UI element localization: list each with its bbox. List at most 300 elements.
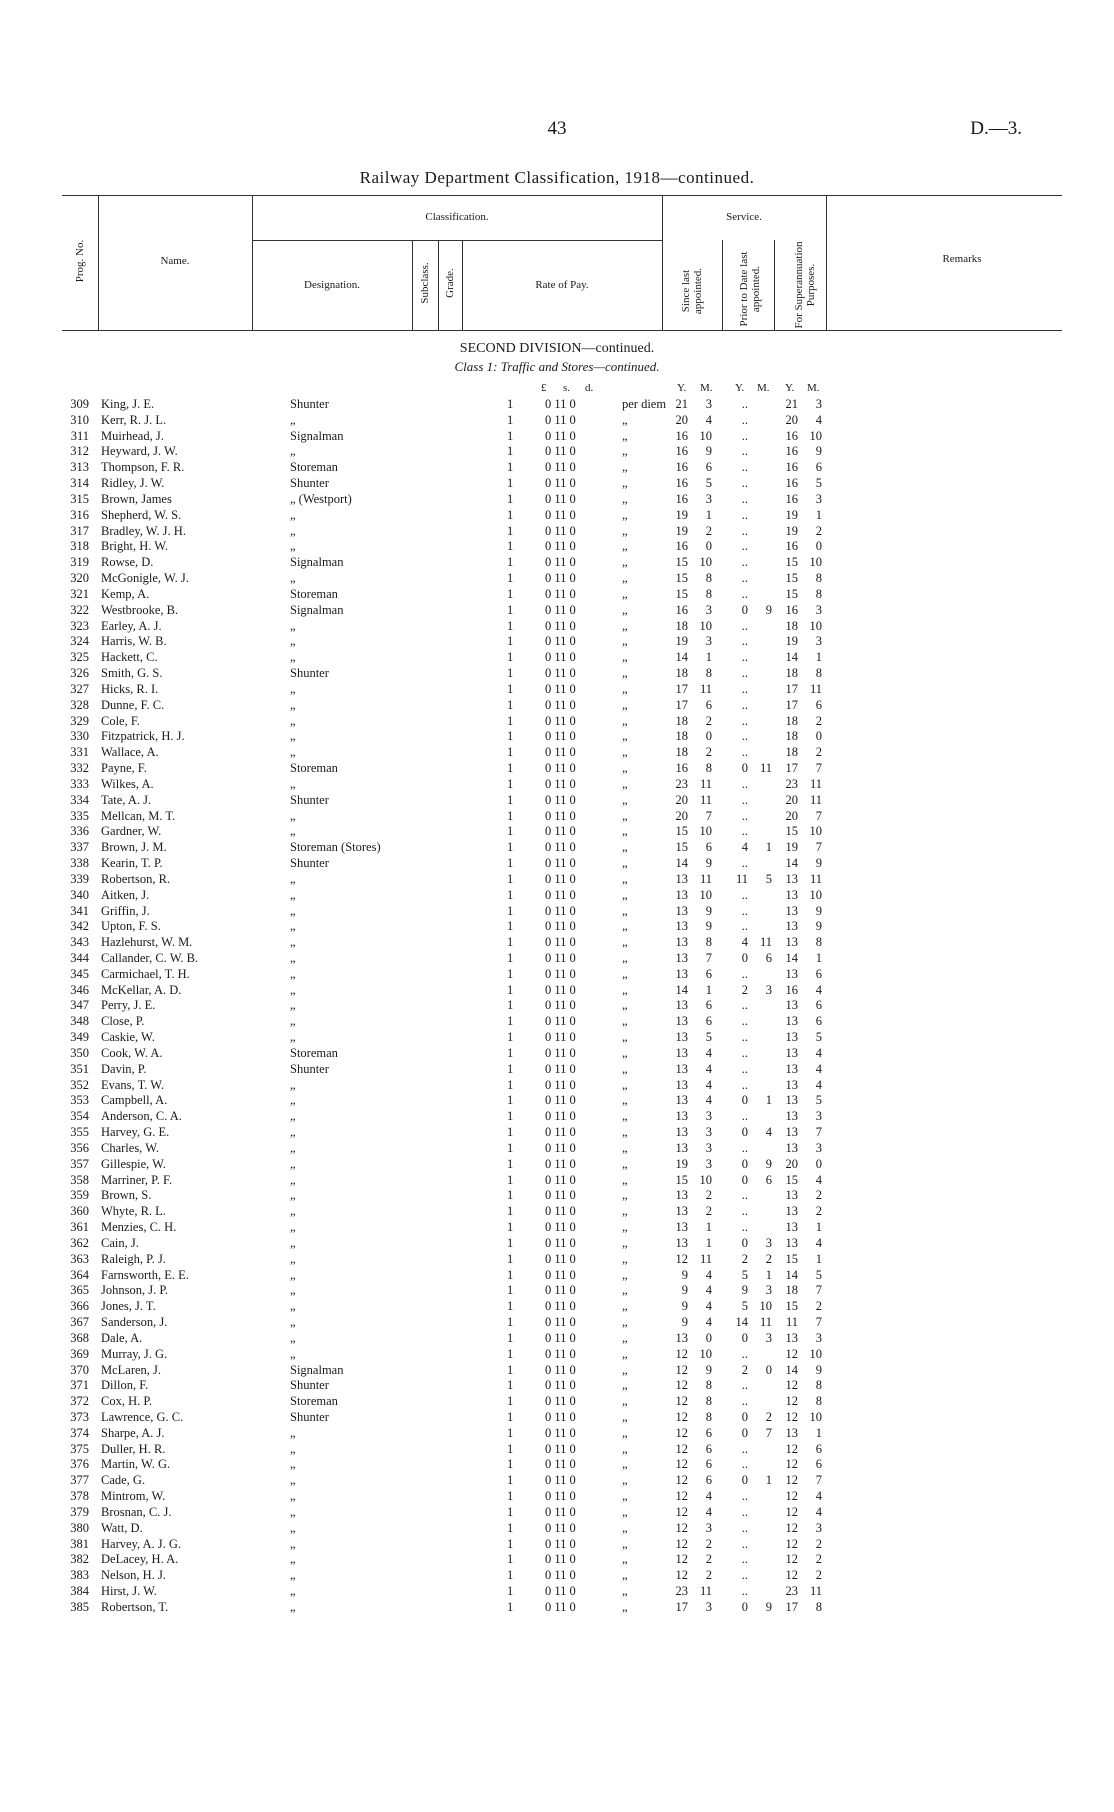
- super-months-cell: 8: [815, 1378, 822, 1393]
- super-months-cell: 10: [809, 618, 822, 633]
- pay-period-cell: „: [622, 1109, 628, 1124]
- super-years-cell: 20: [785, 808, 798, 823]
- prior-months-cell: 2: [765, 1251, 772, 1266]
- super-months-cell: 1: [815, 1251, 822, 1266]
- name-cell: Close, P.: [101, 1014, 145, 1029]
- super-years-cell: 19: [785, 507, 798, 522]
- super-years-cell: 12: [785, 1441, 798, 1456]
- designation-cell: „: [290, 982, 296, 997]
- unit-years: Y.: [677, 382, 687, 394]
- since-months-cell: 3: [705, 1156, 712, 1171]
- grade-cell: 1: [507, 1188, 514, 1203]
- header-service: Service.: [726, 211, 762, 223]
- super-years-cell: 13: [785, 1125, 798, 1140]
- since-years-cell: 12: [675, 1378, 688, 1393]
- designation-cell: Signalman: [290, 428, 344, 443]
- since-months-cell: 6: [705, 1473, 712, 1488]
- prog-no-cell: 333: [70, 776, 89, 791]
- designation-cell: Signalman: [290, 1362, 344, 1377]
- prog-no-cell: 330: [70, 729, 89, 744]
- name-cell: Murray, J. G.: [101, 1346, 168, 1361]
- prior-years-cell: ..: [741, 966, 748, 981]
- rate-of-pay-cell: 0 11 0: [545, 697, 576, 712]
- rate-of-pay-cell: 0 11 0: [545, 397, 576, 411]
- table-row: [0, 508, 1114, 524]
- designation-cell: „: [290, 1267, 296, 1282]
- name-cell: Jones, J. T.: [101, 1299, 156, 1314]
- since-years-cell: 13: [675, 1188, 688, 1203]
- grade-cell: 1: [507, 1220, 514, 1235]
- since-months-cell: 4: [705, 1267, 712, 1282]
- since-months-cell: 1: [705, 507, 712, 522]
- prior-months-cell: 10: [759, 1299, 772, 1314]
- pay-period-cell: „: [622, 428, 628, 443]
- since-months-cell: 10: [699, 887, 712, 902]
- super-months-cell: 10: [809, 824, 822, 839]
- designation-cell: Storeman: [290, 1045, 338, 1060]
- grade-cell: 1: [507, 1093, 514, 1108]
- name-cell: Payne, F.: [101, 761, 147, 776]
- pay-period-cell: „: [622, 1156, 628, 1171]
- super-years-cell: 14: [785, 950, 798, 965]
- super-years-cell: 13: [785, 966, 798, 981]
- since-years-cell: 17: [675, 1599, 688, 1614]
- pay-period-cell: „: [622, 1394, 628, 1409]
- table-header: [62, 195, 1062, 331]
- pay-period-cell: „: [622, 507, 628, 522]
- name-cell: Aitken, J.: [101, 887, 150, 902]
- grade-cell: 1: [507, 586, 514, 601]
- prior-years-cell: ..: [741, 1346, 748, 1361]
- pay-period-cell: „: [622, 571, 628, 586]
- grade-cell: 1: [507, 887, 514, 902]
- table-row: [0, 1568, 1114, 1584]
- prog-no-cell: 309: [70, 397, 89, 411]
- pay-period-cell: „: [622, 634, 628, 649]
- unit-pence: d.: [585, 382, 594, 394]
- super-years-cell: 15: [785, 824, 798, 839]
- since-months-cell: 9: [705, 903, 712, 918]
- super-months-cell: 11: [809, 792, 822, 807]
- pay-period-cell: „: [622, 1489, 628, 1504]
- prior-years-cell: ..: [741, 412, 748, 427]
- grade-cell: 1: [507, 460, 514, 475]
- name-cell: Cox, H. P.: [101, 1394, 153, 1409]
- prior-years-cell: ..: [741, 856, 748, 871]
- since-years-cell: 16: [675, 444, 688, 459]
- super-months-cell: 4: [815, 412, 822, 427]
- rate-of-pay-cell: 0 11 0: [545, 602, 576, 617]
- name-cell: Hicks, R. I.: [101, 681, 159, 696]
- rate-of-pay-cell: 0 11 0: [545, 1362, 576, 1377]
- since-months-cell: 0: [705, 539, 712, 554]
- prior-years-cell: 5: [741, 1299, 748, 1314]
- prog-no-cell: 321: [70, 586, 89, 601]
- pay-period-cell: „: [622, 1061, 628, 1076]
- page-number: 43: [547, 118, 567, 139]
- since-years-cell: 14: [675, 982, 688, 997]
- rate-of-pay-cell: 0 11 0: [545, 555, 576, 570]
- designation-cell: „: [290, 1457, 296, 1472]
- name-cell: Evans, T. W.: [101, 1077, 165, 1092]
- prior-months-cell: 7: [765, 1425, 772, 1440]
- name-cell: Lawrence, G. C.: [101, 1410, 184, 1424]
- header-prior-to-date: Prior to Date last appointed.: [738, 251, 762, 327]
- pay-period-cell: „: [622, 1584, 628, 1599]
- name-cell: Charles, W.: [101, 1140, 159, 1155]
- since-years-cell: 13: [675, 1125, 688, 1140]
- prior-years-cell: 0: [741, 1599, 748, 1614]
- prior-months-cell: 3: [765, 982, 772, 997]
- grade-cell: 1: [507, 571, 514, 586]
- table-row: [0, 1331, 1114, 1347]
- pay-period-cell: „: [622, 982, 628, 997]
- super-years-cell: 13: [785, 887, 798, 902]
- prog-no-cell: 324: [70, 634, 89, 649]
- designation-cell: Shunter: [290, 1410, 329, 1424]
- name-cell: Cade, G.: [101, 1473, 146, 1488]
- rate-of-pay-cell: 0 11 0: [545, 1188, 576, 1203]
- since-years-cell: 15: [675, 840, 688, 855]
- super-years-cell: 15: [785, 1251, 798, 1266]
- grade-cell: 1: [507, 634, 514, 649]
- since-years-cell: 13: [675, 1093, 688, 1108]
- super-months-cell: 10: [809, 887, 822, 902]
- grade-cell: 1: [507, 539, 514, 554]
- table-row: [0, 1489, 1114, 1505]
- prog-no-cell: 328: [70, 697, 89, 712]
- super-years-cell: 11: [785, 1315, 798, 1330]
- rate-of-pay-cell: 0 11 0: [545, 1394, 576, 1409]
- grade-cell: 1: [507, 1045, 514, 1060]
- name-cell: Perry, J. E.: [101, 998, 156, 1013]
- super-years-cell: 12: [785, 1378, 798, 1393]
- rate-of-pay-cell: 0 11 0: [545, 1330, 576, 1345]
- name-cell: Kemp, A.: [101, 586, 150, 601]
- designation-cell: Shunter: [290, 666, 329, 681]
- prog-no-cell: 335: [70, 808, 89, 823]
- table-row: [0, 729, 1114, 745]
- prior-years-cell: ..: [741, 1536, 748, 1551]
- rate-of-pay-cell: 0 11 0: [545, 634, 576, 649]
- grade-cell: 1: [507, 602, 514, 617]
- prog-no-cell: 331: [70, 745, 89, 760]
- super-years-cell: 13: [785, 1014, 798, 1029]
- since-months-cell: 8: [705, 1394, 712, 1409]
- table-row: [0, 634, 1114, 650]
- super-months-cell: 5: [815, 1030, 822, 1045]
- classification-rule: [252, 240, 662, 241]
- since-years-cell: 18: [675, 666, 688, 681]
- table-row: [0, 1078, 1114, 1094]
- since-years-cell: 12: [675, 1504, 688, 1519]
- since-months-cell: 0: [705, 729, 712, 744]
- document-title: Railway Department Classification, 1918—continued.: [359, 168, 755, 187]
- super-months-cell: 2: [815, 1204, 822, 1219]
- since-years-cell: 13: [675, 1330, 688, 1345]
- name-cell: Martin, W. G.: [101, 1457, 171, 1472]
- designation-cell: „: [290, 1504, 296, 1519]
- name-cell: Ridley, J. W.: [101, 476, 165, 491]
- rate-of-pay-cell: 0 11 0: [545, 729, 576, 744]
- rate-of-pay-cell: 0 11 0: [545, 1489, 576, 1504]
- since-years-cell: 14: [675, 856, 688, 871]
- designation-cell: Signalman: [290, 555, 344, 570]
- unit-years: Y.: [785, 382, 795, 394]
- pay-period-cell: „: [622, 1299, 628, 1314]
- name-cell: McGonigle, W. J.: [101, 571, 189, 586]
- prog-no-cell: 366: [70, 1299, 89, 1314]
- name-cell: Hazlehurst, W. M.: [101, 935, 193, 950]
- table-row: [0, 492, 1114, 508]
- name-cell: Sharpe, A. J.: [101, 1425, 165, 1440]
- prior-years-cell: ..: [741, 808, 748, 823]
- super-months-cell: 4: [815, 1489, 822, 1504]
- designation-cell: „: [290, 1125, 296, 1140]
- prior-years-cell: ..: [741, 1077, 748, 1092]
- super-months-cell: 0: [815, 729, 822, 744]
- prior-years-cell: ..: [741, 666, 748, 681]
- prior-years-cell: ..: [741, 634, 748, 649]
- table-row: [0, 524, 1114, 540]
- since-months-cell: 7: [705, 808, 712, 823]
- super-months-cell: 11: [809, 871, 822, 886]
- since-years-cell: 21: [675, 397, 688, 411]
- table-row: [0, 476, 1114, 492]
- table-row: [0, 1426, 1114, 1442]
- pay-period-cell: „: [622, 903, 628, 918]
- prog-no-cell: 384: [70, 1584, 89, 1599]
- designation-cell: „: [290, 1140, 296, 1155]
- table-row: [0, 840, 1114, 856]
- since-years-cell: 15: [675, 586, 688, 601]
- grade-cell: 1: [507, 697, 514, 712]
- name-cell: Griffin, J.: [101, 903, 150, 918]
- super-years-cell: 19: [785, 840, 798, 855]
- rate-of-pay-cell: 0 11 0: [545, 539, 576, 554]
- prog-no-cell: 327: [70, 681, 89, 696]
- super-months-cell: 1: [815, 507, 822, 522]
- name-cell: Dunne, F. C.: [101, 697, 165, 712]
- prog-no-cell: 340: [70, 887, 89, 902]
- prior-years-cell: ..: [741, 428, 748, 443]
- super-months-cell: 4: [815, 1061, 822, 1076]
- table-row: [0, 919, 1114, 935]
- pay-period-cell: „: [622, 523, 628, 538]
- grade-cell: 1: [507, 1156, 514, 1171]
- designation-cell: Shunter: [290, 856, 329, 871]
- prior-years-cell: ..: [741, 523, 748, 538]
- rate-of-pay-cell: 0 11 0: [545, 1378, 576, 1393]
- designation-cell: „: [290, 1520, 296, 1535]
- pay-period-cell: „: [622, 1235, 628, 1250]
- rate-of-pay-cell: 0 11 0: [545, 1077, 576, 1092]
- designation-cell: „: [290, 1315, 296, 1330]
- designation-cell: „: [290, 697, 296, 712]
- grade-cell: 1: [507, 1235, 514, 1250]
- since-months-cell: 11: [699, 871, 712, 886]
- designation-cell: „: [290, 1077, 296, 1092]
- since-months-cell: 3: [705, 397, 712, 411]
- super-months-cell: 1: [815, 1220, 822, 1235]
- unit-years: Y.: [735, 382, 745, 394]
- since-years-cell: 13: [675, 1077, 688, 1092]
- prog-no-cell: 342: [70, 919, 89, 934]
- rate-of-pay-cell: 0 11 0: [545, 1584, 576, 1599]
- header-top-rule: [62, 195, 1062, 196]
- table-row: [0, 1030, 1114, 1046]
- table-row: [0, 587, 1114, 603]
- name-cell: McKellar, A. D.: [101, 982, 182, 997]
- grade-cell: 1: [507, 856, 514, 871]
- super-years-cell: 13: [785, 1330, 798, 1345]
- since-months-cell: 3: [705, 1599, 712, 1614]
- grade-cell: 1: [507, 919, 514, 934]
- table-row: [0, 397, 1114, 413]
- super-years-cell: 23: [785, 1584, 798, 1599]
- since-months-cell: 9: [705, 1362, 712, 1377]
- since-months-cell: 6: [705, 1457, 712, 1472]
- pay-period-cell: „: [622, 539, 628, 554]
- pay-period-cell: „: [622, 950, 628, 965]
- super-months-cell: 8: [815, 1394, 822, 1409]
- designation-cell: „: [290, 935, 296, 950]
- prior-years-cell: ..: [741, 1584, 748, 1599]
- pay-period-cell: „: [622, 824, 628, 839]
- super-years-cell: 15: [785, 586, 798, 601]
- prior-years-cell: ..: [741, 1441, 748, 1456]
- super-months-cell: 5: [815, 1093, 822, 1108]
- designation-cell: „: [290, 919, 296, 934]
- prior-years-cell: 14: [735, 1315, 748, 1330]
- table-row: [0, 1363, 1114, 1379]
- prior-years-cell: ..: [741, 460, 748, 475]
- super-years-cell: 16: [785, 476, 798, 491]
- pay-period-cell: „: [622, 1346, 628, 1361]
- section-heading: SECOND DIVISION—continued.: [459, 341, 655, 356]
- since-months-cell: 3: [705, 491, 712, 506]
- prior-years-cell: 0: [741, 1330, 748, 1345]
- since-months-cell: 6: [705, 1014, 712, 1029]
- name-cell: Watt, D.: [101, 1520, 143, 1535]
- prior-years-cell: ..: [741, 491, 748, 506]
- designation-cell: „: [290, 681, 296, 696]
- pay-period-cell: „: [622, 935, 628, 950]
- table-row: [0, 1584, 1114, 1600]
- header-prog-no: Prog. No.: [74, 239, 86, 283]
- prior-years-cell: 2: [741, 1362, 748, 1377]
- designation-cell: Shunter: [290, 476, 329, 491]
- name-cell: Brown, J. M.: [101, 840, 167, 855]
- super-years-cell: 19: [785, 523, 798, 538]
- prior-months-cell: 9: [765, 1599, 772, 1614]
- pay-period-cell: „: [622, 1172, 628, 1187]
- prior-years-cell: ..: [741, 555, 748, 570]
- pay-period-cell: „: [622, 745, 628, 760]
- prog-no-cell: 360: [70, 1204, 89, 1219]
- prior-years-cell: 0: [741, 1093, 748, 1108]
- super-months-cell: 7: [815, 1125, 822, 1140]
- pay-period-cell: „: [622, 1220, 628, 1235]
- grade-cell: 1: [507, 1204, 514, 1219]
- name-cell: Muirhead, J.: [101, 428, 164, 443]
- table-row: [0, 682, 1114, 698]
- pay-period-cell: „: [622, 887, 628, 902]
- prior-years-cell: ..: [741, 1188, 748, 1203]
- super-years-cell: 17: [785, 681, 798, 696]
- prior-months-cell: 1: [765, 1267, 772, 1282]
- super-months-cell: 8: [815, 586, 822, 601]
- table-row: [0, 666, 1114, 682]
- pay-period-cell: „: [622, 1077, 628, 1092]
- since-years-cell: 20: [675, 792, 688, 807]
- super-months-cell: 8: [815, 935, 822, 950]
- name-cell: Rowse, D.: [101, 555, 154, 570]
- since-years-cell: 13: [675, 935, 688, 950]
- super-months-cell: 6: [815, 1457, 822, 1472]
- prior-years-cell: ..: [741, 903, 748, 918]
- prior-years-cell: 4: [741, 935, 748, 950]
- designation-cell: „: [290, 998, 296, 1013]
- rate-of-pay-cell: 0 11 0: [545, 950, 576, 965]
- prior-years-cell: ..: [741, 713, 748, 728]
- since-years-cell: 13: [675, 1235, 688, 1250]
- super-months-cell: 10: [809, 428, 822, 443]
- designation-cell: „: [290, 1109, 296, 1124]
- rate-of-pay-cell: 0 11 0: [545, 871, 576, 886]
- pay-period-cell: „: [622, 1267, 628, 1282]
- super-years-cell: 20: [785, 792, 798, 807]
- super-years-cell: 18: [785, 745, 798, 760]
- unit-months: M.: [757, 382, 770, 394]
- table-row: [0, 1252, 1114, 1268]
- table-row: [0, 1600, 1114, 1616]
- super-months-cell: 2: [815, 523, 822, 538]
- designation-cell: „: [290, 1030, 296, 1045]
- super-months-cell: 2: [815, 745, 822, 760]
- pay-period-cell: „: [622, 1251, 628, 1266]
- name-cell: Harvey, G. E.: [101, 1125, 170, 1140]
- since-years-cell: 13: [675, 1030, 688, 1045]
- since-years-cell: 17: [675, 681, 688, 696]
- designation-cell: „: [290, 1172, 296, 1187]
- prog-no-cell: 364: [70, 1267, 89, 1282]
- super-years-cell: 12: [785, 1394, 798, 1409]
- grade-cell: 1: [507, 966, 514, 981]
- super-months-cell: 5: [815, 476, 822, 491]
- since-years-cell: 12: [675, 1536, 688, 1551]
- since-months-cell: 7: [705, 950, 712, 965]
- since-years-cell: 17: [675, 697, 688, 712]
- since-months-cell: 9: [705, 919, 712, 934]
- pay-period-cell: „: [622, 966, 628, 981]
- prior-years-cell: 2: [741, 982, 748, 997]
- pay-period-cell: „: [622, 1457, 628, 1472]
- prior-years-cell: ..: [741, 729, 748, 744]
- prog-no-cell: 378: [70, 1489, 89, 1504]
- prog-no-cell: 334: [70, 792, 89, 807]
- grade-cell: 1: [507, 1330, 514, 1345]
- header-rate-of-pay: Rate of Pay.: [535, 279, 589, 291]
- pay-period-cell: „: [622, 1283, 628, 1298]
- super-years-cell: 13: [785, 903, 798, 918]
- name-cell: Caskie, W.: [101, 1030, 155, 1045]
- prior-years-cell: ..: [741, 571, 748, 586]
- since-months-cell: 4: [705, 1061, 712, 1076]
- rate-of-pay-cell: 0 11 0: [545, 935, 576, 950]
- name-cell: Marriner, P. F.: [101, 1172, 173, 1187]
- prog-no-cell: 359: [70, 1188, 89, 1203]
